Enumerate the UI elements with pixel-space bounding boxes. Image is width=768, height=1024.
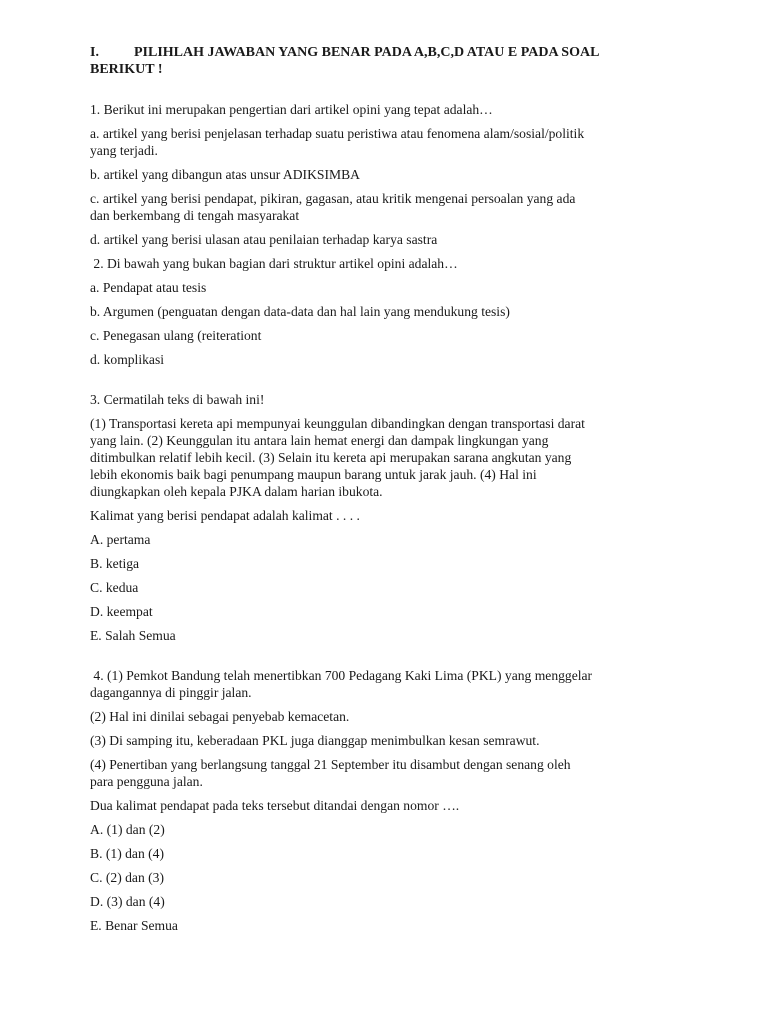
option-line: a. artikel yang berisi penjelasan terhadap suatu peristiwa atau fenomena alam/sosial/politik bbox=[90, 126, 585, 141]
question-4-sentence-4 bbox=[90, 756, 680, 790]
question-1-stem: 1. Berikut ini merupakan pengertian dari artikel opini yang tepat adalah… bbox=[90, 102, 493, 117]
passage-line: 4. (1) Pemkot Bandung telah menertibkan 700 Pedagang Kaki Lima (PKL) yang menggelar bbox=[90, 668, 593, 683]
question-4-prompt: Dua kalimat pendapat pada teks tersebut ditandai dengan nomor …. bbox=[90, 798, 460, 813]
question-4-sentence-1 bbox=[90, 667, 680, 701]
question-2-option-b: b. Argumen (penguatan dengan data-data dan hal lain yang mendukung tesis) bbox=[90, 304, 510, 319]
question-3-prompt: Kalimat yang berisi pendapat adalah kalimat . . . . bbox=[90, 508, 360, 523]
question-1-option-a bbox=[90, 125, 680, 159]
question-4-sentence-2: (2) Hal ini dinilai sebagai penyebab kemacetan. bbox=[90, 709, 350, 724]
question-3-passage bbox=[90, 415, 680, 500]
question-4-sentence-3: (3) Di samping itu, keberadaan PKL juga dianggap menimbulkan kesan semrawut. bbox=[90, 733, 540, 748]
passage-line: ditimbulkan relatif lebih kecil. (3) Selain itu kereta api merupakan sarana angkutan yang bbox=[90, 450, 572, 465]
question-3-option-d: D. keempat bbox=[90, 604, 153, 619]
question-4-option-e: E. Benar Semua bbox=[90, 918, 178, 933]
section-title-line-1: PILIHLAH JAWABAN YANG BENAR PADA A,B,C,D ATAU E PADA SOAL bbox=[134, 45, 600, 60]
section-number: I. bbox=[90, 45, 99, 60]
question-4-option-d: D. (3) dan (4) bbox=[90, 894, 165, 909]
question-3-option-c: C. kedua bbox=[90, 580, 139, 595]
option-line: c. artikel yang berisi pendapat, pikiran, gagasan, atau kritik mengenai persoalan yang ada bbox=[90, 191, 576, 206]
passage-line: (1) Transportasi kereta api mempunyai keunggulan dibandingkan dengan transportasi darat bbox=[90, 416, 585, 431]
passage-line: yang lain. (2) Keunggulan itu antara lain hemat energi dan dampak lingkungan yang bbox=[90, 433, 549, 448]
passage-line: lebih ekonomis baik bagi penumpang maupun barang untuk jarak jauh. (4) Hal ini bbox=[90, 467, 537, 482]
passage-line: (4) Penertiban yang berlangsung tanggal 21 September itu disambut dengan senang oleh bbox=[90, 757, 571, 772]
question-3-option-e: E. Salah Semua bbox=[90, 628, 176, 643]
question-4-option-a: A. (1) dan (2) bbox=[90, 822, 165, 837]
question-2-stem: 2. Di bawah yang bukan bagian dari struktur artikel opini adalah… bbox=[90, 256, 458, 271]
question-3-stem: 3. Cermatilah teks di bawah ini! bbox=[90, 392, 265, 407]
document-page bbox=[90, 44, 680, 934]
passage-line: dagangannya di pinggir jalan. bbox=[90, 685, 252, 700]
question-1-option-b: b. artikel yang dibangun atas unsur ADIKSIMBA bbox=[90, 167, 360, 182]
option-line: dan berkembang di tengah masyarakat bbox=[90, 208, 300, 223]
passage-line: diungkapkan oleh kepala PJKA dalam harian ibukota. bbox=[90, 484, 383, 499]
question-2-option-a: a. Pendapat atau tesis bbox=[90, 280, 207, 295]
question-4-option-c: C. (2) dan (3) bbox=[90, 870, 164, 885]
option-line: yang terjadi. bbox=[90, 143, 158, 158]
question-4-option-b: B. (1) dan (4) bbox=[90, 846, 164, 861]
passage-line: para pengguna jalan. bbox=[90, 774, 203, 789]
section-heading bbox=[90, 44, 680, 61]
question-2-option-c: c. Penegasan ulang (reiterationt bbox=[90, 328, 262, 343]
question-2-option-d: d. komplikasi bbox=[90, 352, 165, 367]
section-title-line-2: BERIKUT ! bbox=[90, 62, 163, 77]
question-3-option-a: A. pertama bbox=[90, 532, 151, 547]
question-3-option-b: B. ketiga bbox=[90, 556, 140, 571]
question-1-option-d: d. artikel yang berisi ulasan atau penilaian terhadap karya sastra bbox=[90, 232, 438, 247]
question-1-option-c bbox=[90, 190, 680, 224]
